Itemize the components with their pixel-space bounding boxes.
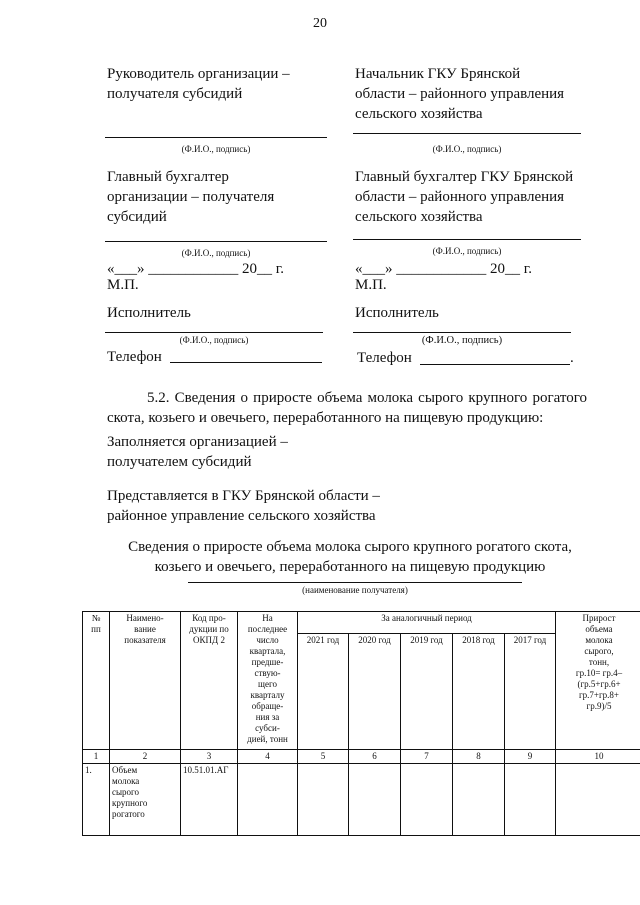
left-head-title: Руководитель организации – получателя субсидий [107,66,290,102]
fio-label: (Ф.И.О., подпись) [432,246,502,256]
column-number-row [83,750,640,764]
phone-label-left: Телефон [107,349,162,365]
column-number: 10 [556,750,640,764]
executor-label-left: Исполнитель [107,305,191,321]
table-title: Сведения о приросте объема молока сырого крупного рогатого скота, козьего и овечьего, переработанного на пищевую продукцию [128,539,572,575]
phone-line-left [170,362,322,363]
column-number: 3 [181,750,238,764]
header-growth: Прирост объема молока сырого, тонн, гр.10= гр.4– (гр.5+гр.6+ гр.7+гр.8+ гр.9)/5 [556,612,640,750]
section-heading: 5.2. Сведения о приросте объема молока сырого крупного рогатого скота, козьего и овечьего, переработанного на пищевую продукцию: [107,390,587,426]
column-number: 8 [453,750,505,764]
column-number: 4 [238,750,298,764]
left-accountant-title: Главный бухгалтер организации – получателя субсидий [107,169,275,225]
header-year: 2021 год [298,634,349,750]
header-year: 2017 год [505,634,556,750]
header-year: 2019 год [401,634,453,750]
right-executor-signature-line [353,332,571,333]
right-head-title: Начальник ГКУ Брянской области – районного управления сельского хозяйства [355,66,565,122]
row-num: 1. [83,764,110,836]
recipient-name-line [188,582,522,583]
fio-label: (Ф.И.О., подпись) [432,144,502,154]
row-code: 10.51.01.АГ [181,764,238,836]
fio-label: (Ф.И.О., подпись) [179,335,249,345]
column-number: 9 [505,750,556,764]
column-number: 6 [349,750,401,764]
submitted-to-note: Представляется в ГКУ Брянской области – районное управление сельского хозяйства [107,488,380,524]
left-executor-signature-line [105,332,323,333]
header-year: 2018 год [453,634,505,750]
date-field-left: «___» ____________ 20__ г. [107,261,284,277]
column-number: 7 [401,750,453,764]
column-number: 1 [83,750,110,764]
stamp-place-right: М.П. [355,277,387,293]
phone-line-end: . [570,350,574,366]
stamp-place-left: М.П. [107,277,139,293]
row-cell [238,764,298,836]
row-name: Объем молока сырого крупного рогатого [110,764,181,836]
header-code: Код про- дукции по ОКПД 2 [181,612,238,750]
row-cell [556,764,640,836]
right-accountant-signature-line [353,239,581,240]
column-number: 5 [298,750,349,764]
row-cell [453,764,505,836]
header-num: № пп [83,612,110,750]
header-last-quarter: На последнее число квартала, предше- ствую- щего кварталу обраще- ния за субси- дией, тонн [238,612,298,750]
table-row [83,764,640,836]
left-head-signature-line [105,137,327,138]
column-number: 2 [110,750,181,764]
header-name: Наимено- вание показателя [110,612,181,750]
right-head-signature-line [353,133,581,134]
header-period: За аналогичный период [298,612,556,634]
phone-label-right: Телефон [357,350,412,366]
filled-by-note: Заполняется организацией – получателем субсидий [107,434,288,470]
date-field-right: «___» ____________ 20__ г. [355,261,532,277]
row-cell [298,764,349,836]
milk-growth-table [82,611,640,836]
right-accountant-title: Главный бухгалтер ГКУ Брянской области – районного управления сельского хозяйства [355,169,574,225]
row-cell [401,764,453,836]
executor-label-right: Исполнитель [355,305,439,321]
fio-label: (Ф.И.О., подпись) [421,335,503,346]
row-cell [349,764,401,836]
phone-line-right [420,364,570,365]
recipient-label: (наименование получателя) [302,585,408,595]
row-cell [505,764,556,836]
left-accountant-signature-line [105,241,327,242]
fio-label: (Ф.И.О., подпись) [181,144,251,154]
header-year: 2020 год [349,634,401,750]
page-number: 20 [313,16,327,31]
fio-label: (Ф.И.О., подпись) [181,248,251,258]
